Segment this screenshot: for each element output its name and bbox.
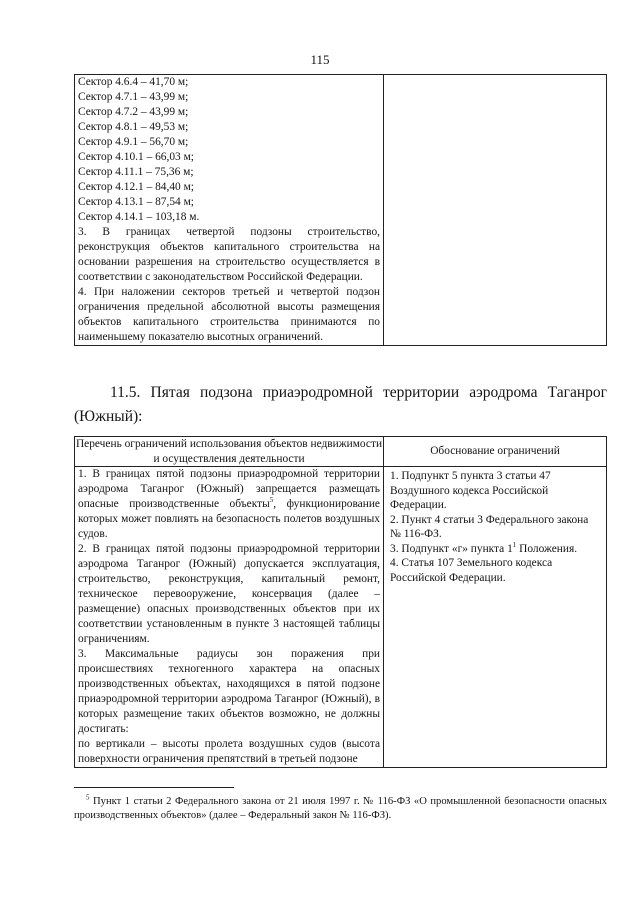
sector-line: Сектор 4.13.1 – 87,54 м; [78,196,194,208]
table-header-row [75,437,607,467]
restrictions-cell [75,467,384,768]
table-row [75,467,607,768]
sector-line: Сектор 4.7.2 – 43,99 м; [78,106,189,118]
footnote-line2: производственных объектов» (далее – Федеральный закон № 116-ФЗ). [74,810,392,821]
item-2: 2. В границах пятой подзоны приаэродромной территории аэродрома Таганрог (Южный) допускается эксплуатация, строительство, реконструкция, капитальный ремонт, техническое перевооружение, консервация (далее – размещение) опасных производственных объектов при их соответствии установленным в пункте 3 настоящей таблицы ограничениям. [78,543,380,645]
section-heading-line1: 11.5. Пятая подзона приаэродромной территории аэродрома Таганрог [110,384,607,401]
paragraph-4: 4. При наложении секторов третьей и четвертой подзон ограничения предельной абсолютной высоты размещения объектов капитального строительства принимаются по наименьшему показателю высотных ограничений. [78,286,380,343]
sector-line: Сектор 4.6.4 – 41,70 м; [78,76,189,88]
justification-cell [384,467,607,768]
footnote [74,795,607,823]
sector-line: Сектор 4.9.1 – 56,70 м; [78,136,189,148]
justification-1: 1. Подпункт 5 пункта 3 статьи 47 Воздушного кодекса Российской Федерации. [390,470,551,511]
justification-cell-empty [384,75,607,346]
justification-3: 3. Подпункт «г» пункта $1^1$ Положения. [390,540,578,555]
sector-line: Сектор 4.14.1 – 103,18 м. [78,211,200,223]
header-justification: Обоснование ограничений [384,437,607,467]
footnote-divider [74,787,234,788]
sector-line: Сектор 4.8.1 – 49,53 м; [78,121,189,133]
restrictions-table-continued [74,74,607,346]
item-1: 1. В границах пятой подзоны приаэродромной территории аэродрома Таганрог (Южный) запрещается размещать опасные производственные объекты$^5$, функционирование которых может повлиять на безопасность полетов воздушных судов. [78,468,380,540]
justification-4: 4. Статья 107 Земельного кодекса Российской Федерации. [390,557,553,584]
page-number: 115 [310,52,330,67]
fifth-subzone-table [74,436,607,768]
sector-line: Сектор 4.12.1 – 84,40 м; [78,181,194,193]
restrictions-cell [75,75,384,346]
footnote-line1: Пункт 1 статьи 2 Федерального закона от 21 июля 1997 г. № 116-ФЗ «О промышленной безопасности опасных [93,796,607,807]
sector-line: Сектор 4.10.1 – 66,03 м; [78,151,194,163]
footnote-marker: 5 [86,793,90,802]
footnote-ref: 5 [269,496,274,505]
item-3-continuation: по вертикали – высоты пролета воздушных судов (высота поверхности ограничения препятствий в третьей подзоне [78,738,380,765]
section-heading-line2: (Южный): [74,408,143,425]
header-restrictions: Перечень ограничений использования объектов недвижимости и осуществления деятельности [75,438,383,465]
paragraph-3: 3. В границах четвертой подзоны строительство, реконструкция объектов капитального строительства на основании разрешения на строительство осуществляется в соответствии с законодательством Российской Федерации. [78,226,380,283]
justification-2: 2. Пункт 4 статьи 3 Федерального закона № 116-ФЗ. [390,513,589,540]
table-row [75,75,607,346]
item-3: 3. Максимальные радиусы зон поражения при происшествиях техногенного характера на опасных производственных объектах, находящихся в пятой подзоне приаэродромной территории аэродрома Таганрог (Южный), в которых размещение таких объектов возможно, не должны достигать: [78,648,380,735]
sector-line: Сектор 4.7.1 – 43,99 м; [78,91,189,103]
sector-line: Сектор 4.11.1 – 75,36 м; [78,166,194,178]
section-heading [74,381,607,429]
